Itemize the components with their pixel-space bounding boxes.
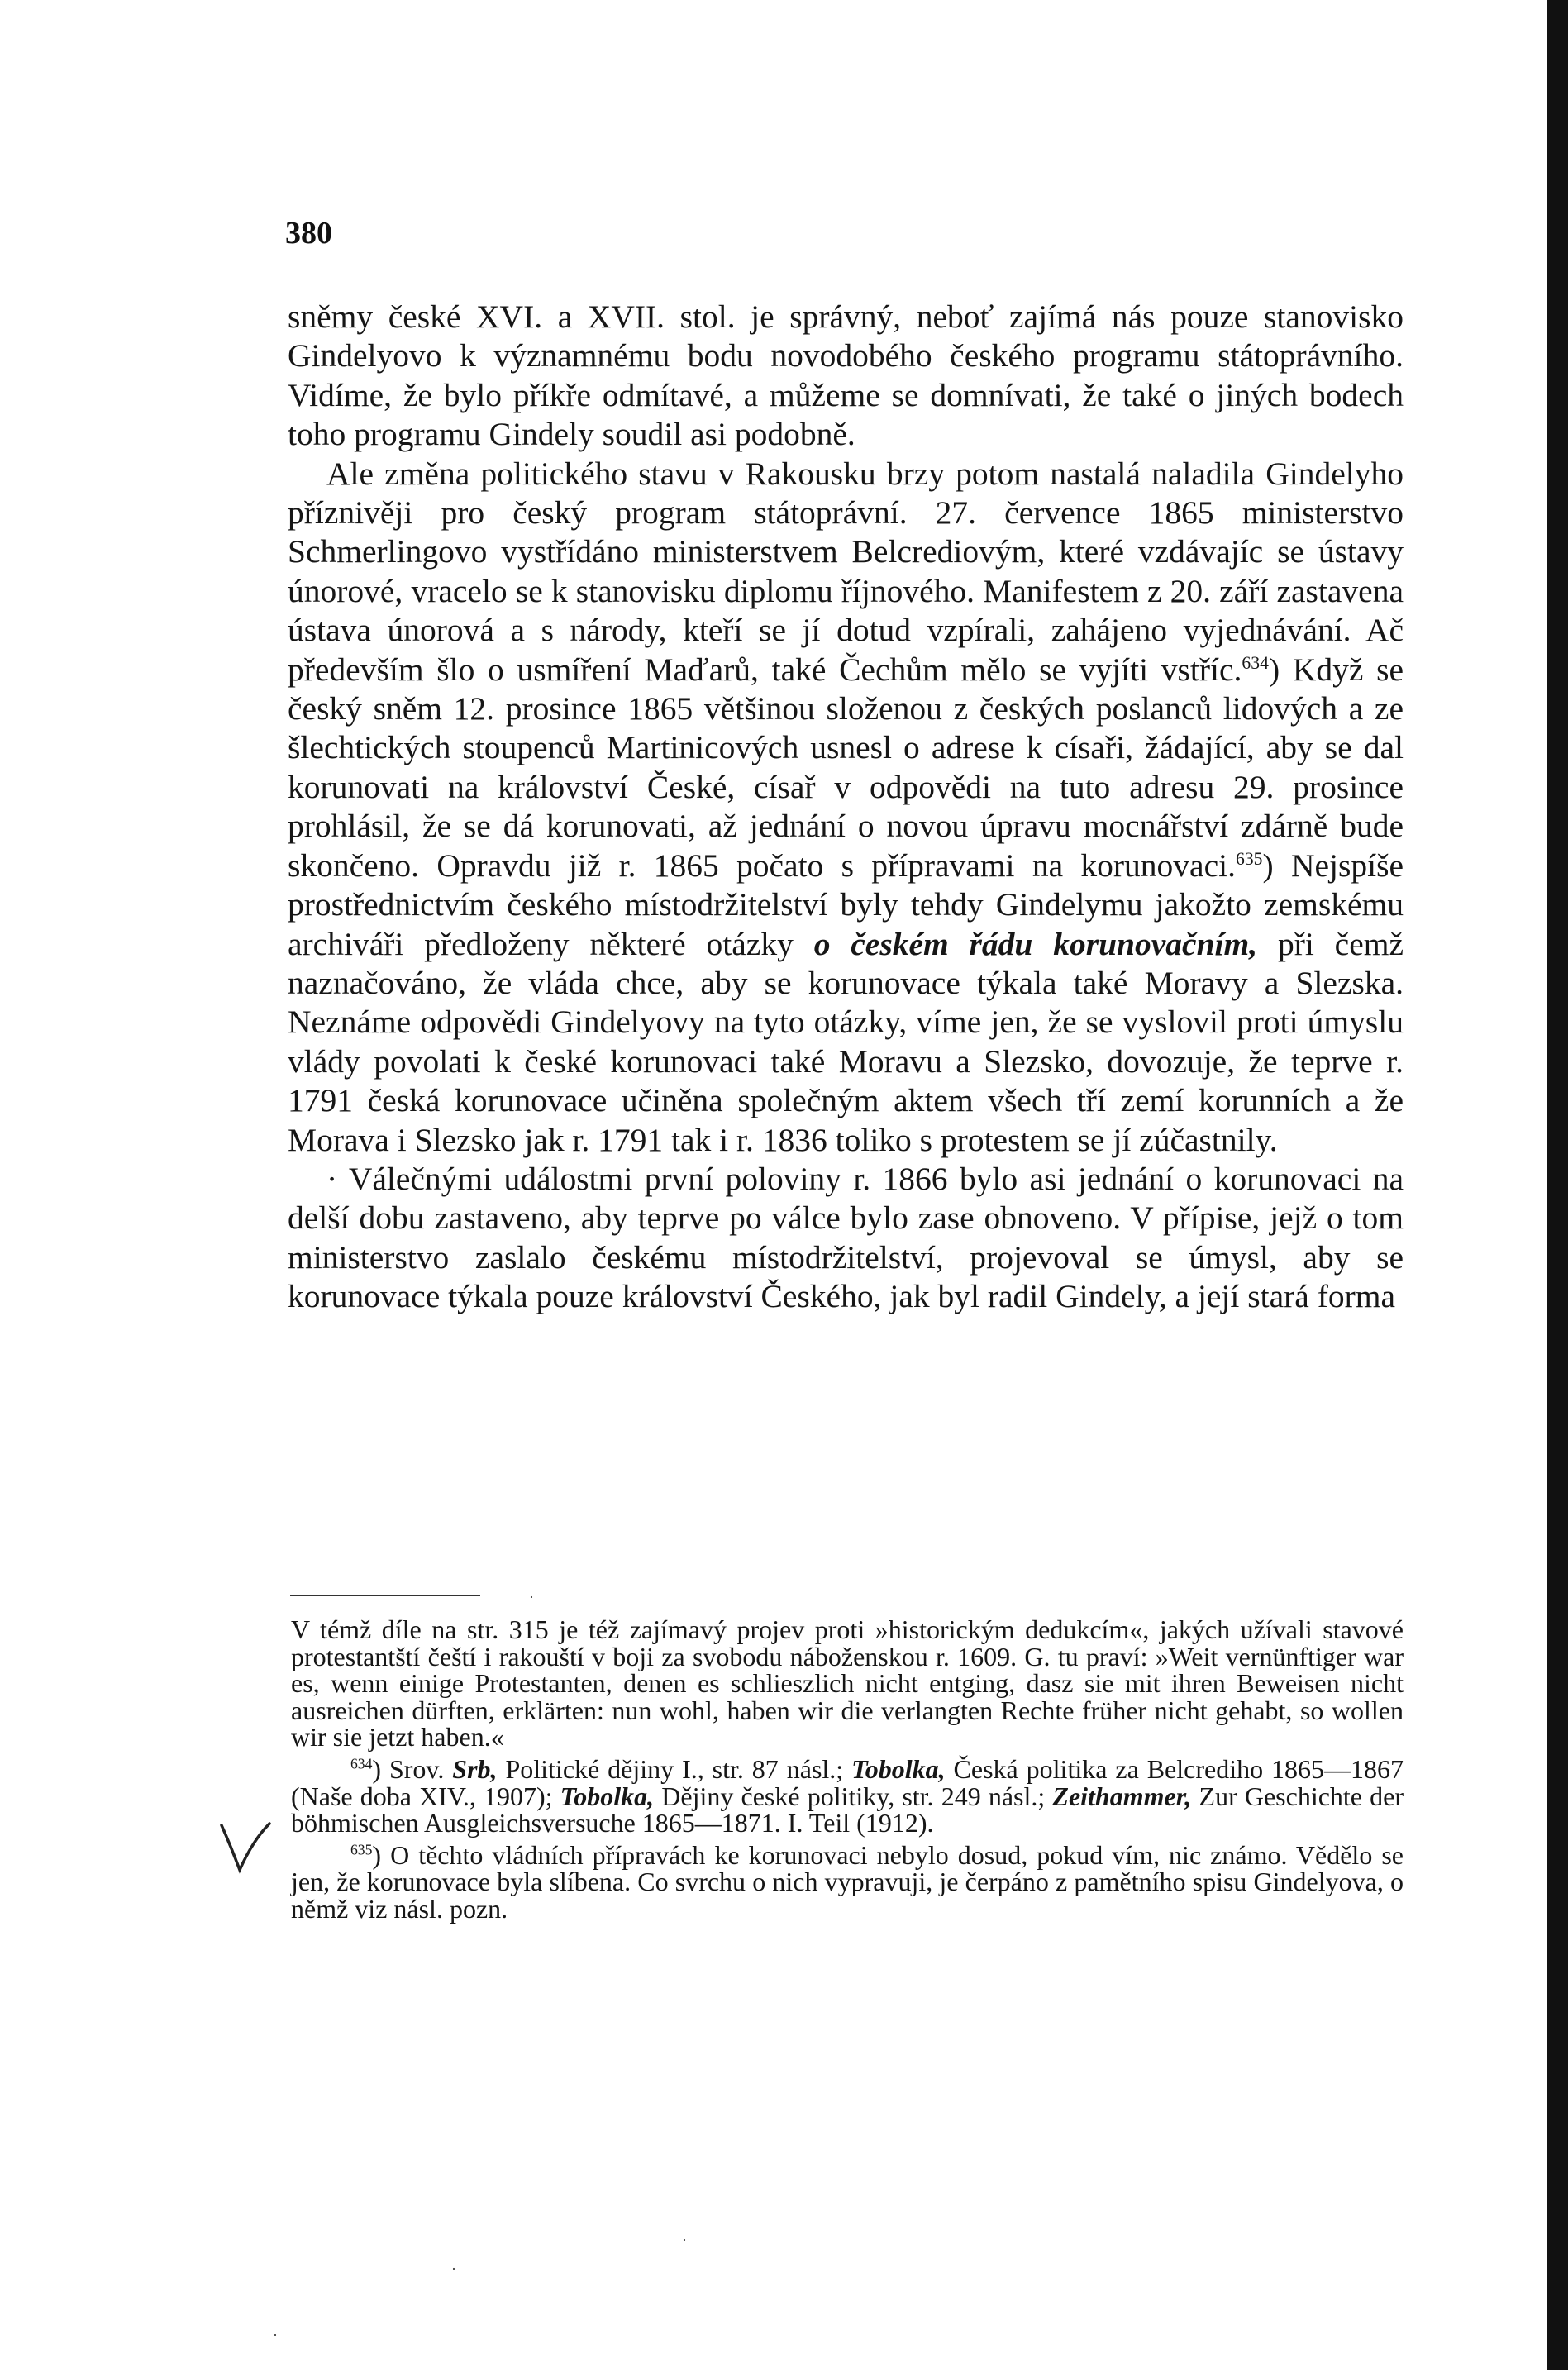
footnote-634-text-a: ) Srov.: [372, 1753, 453, 1784]
footnotes: [291, 1616, 1404, 1928]
paragraph-2-italic-title: o českém řádu korunovačním,: [813, 925, 1258, 962]
footnote-634-author-tobolka: Tobolka,: [851, 1753, 946, 1784]
paragraph-2-part-d: při čemž naznačováno, že vláda chce, aby se korunovace týkala také Moravy a Slezska. Neznáme odpovědi Gindelyovy na tyto otázky, víme jen, že se vyslovil proti úmyslu vlády povolati k české korunovaci také Moravu a Slezsko, dovozuje, že teprve r. 1791 česká korunovace učiněna společným aktem všech tří zemí korunních a že Morava i Slezsko jak r. 1791 tak i r. 1836 toliko s protestem se jí zúčastnily.: [288, 925, 1404, 1158]
footnote-634-author-tobolka-2: Tobolka,: [560, 1781, 655, 1811]
footnote-634-author-zeithammer: Zeithammer,: [1052, 1781, 1192, 1811]
footnote-634: [291, 1753, 1404, 1838]
page-number: 380: [285, 216, 332, 250]
scan-speck: ·: [451, 2261, 456, 2277]
paragraph-2-part-c: ) Nejspíše prostřednictvím českého místodržitelství byly tehdy Gindelymu jakožto zemskému archiváři předloženy některé otázky: [288, 846, 1404, 962]
footnote-635-text: ) O těchto vládních přípravách ke korunovaci nebylo dosud, pokud vím, nic známo. Vědělo se jen, že korunovace byla slíbena. Co svrchu o nich vypravuji, je čerpáno z pamětního spisu Gindelyova, o němž viz násl. pozn.: [291, 1839, 1404, 1924]
paragraph-2-part-a: Ale změna politického stavu v Rakousku brzy potom nastalá naladila Gindelyho příznivěji pro český program státoprávní. 27. července 1865 ministerstvo Schmerlingovo vystřídáno ministerstvem Belcrediovým, které vzdávajíc se ústavy únorové, vracelo se k stanovisku diplomu říjnového. Manifestem z 20. září zastavena ústava únorová a s národy, kteří se jí dotud vzpírali, zahájeno vyjednávání. Ač především šlo o usmíření Maďarů, také Čechům mělo se vyjíti vstříc.: [288, 455, 1404, 688]
body-text: [288, 298, 1404, 1317]
paragraph-2-part-b: ) Když se český sněm 12. prosince 1865 většinou složenou z českých poslanců lidových a ze šlechtických stoupenců Martinicových usnesl o adrese k císaři, žádající, aby se dal korunovati na království České, císař v odpovědi na tuto adresu 29. prosince prohlásil, že se dá korunovati, až jednání o novou úpravu mocnářství zdárně bude skončeno. Opravdu již r. 1865 počato s přípravami na korunovaci.: [288, 651, 1404, 884]
footnote-634-text-c: Česká politika za Belcrediho 1865—1867 (Naše doba XIV., 1907);: [291, 1753, 1404, 1811]
footnote-634-text-e: Zur Geschichte der böhmischen Ausgleichsversuche 1865—1871. I. Teil (1912).: [291, 1781, 1404, 1838]
paragraph-3: · Válečnými událostmi první poloviny r. 1866 bylo asi jednání o korunovaci na delší dobu zastaveno, aby teprve po válce bylo zase obnoveno. V přípise, jejž o tom ministerstvo zaslalo českému místodržitelství, projevoval se úmysl, aby se korunovace týkala pouze království Českého, jak byl radil Gindely, a její stará forma: [288, 1160, 1404, 1315]
footnote-634-text-d: Dějiny české politiky, str. 249 násl.;: [654, 1781, 1053, 1811]
footnote-divider: [290, 1595, 480, 1596]
paragraph-2: [288, 455, 1404, 1160]
footnote-634-marker: 634: [350, 1755, 373, 1772]
scan-speck: ·: [529, 1589, 534, 1605]
footnote-635: [291, 1839, 1404, 1924]
footnote-ref-635[interactable]: 635: [1235, 848, 1263, 869]
scan-speck: ·: [273, 2327, 278, 2344]
footnote-ref-634[interactable]: 634: [1242, 652, 1269, 673]
footnote-634-text-b: Politické dějiny I., str. 87 násl.;: [497, 1753, 852, 1784]
scan-speck: ·: [682, 2232, 687, 2248]
paragraph-1: sněmy české XVI. a XVII. stol. je správný, neboť zajímá nás pouze stanovisko Gindelyovo k významnému bodu novodobého českého programu státoprávního. Vidíme, že bylo příkře odmítavé, a můžeme se domnívati, že také o jiných bodech toho programu Gindely soudil asi podobně.: [288, 298, 1404, 453]
scan-border: [1547, 0, 1568, 2370]
footnote-634-author-srb: Srb,: [452, 1753, 498, 1784]
footnote-continuation: V témž díle na str. 315 je též zajímavý projev proti »historickým dedukcím«, jakých užívali stavové protestantští čeští i rakouští v boji za svobodu náboženskou r. 1609. G. tu praví: »Weit vernünftiger war es, wenn einige Protestanten, denen es schlieszlich nicht entging, dasz sie mit ihren Beweisen nicht ausreichen dürften, erklärten: nun wohl, haben wir die verlangten Rechte früher nicht gehabt, so wollen wir sie jetzt haben.«: [291, 1614, 1404, 1752]
footnote-635-marker: 635: [350, 1841, 373, 1858]
handwritten-v-mark-icon: [217, 1819, 274, 1876]
